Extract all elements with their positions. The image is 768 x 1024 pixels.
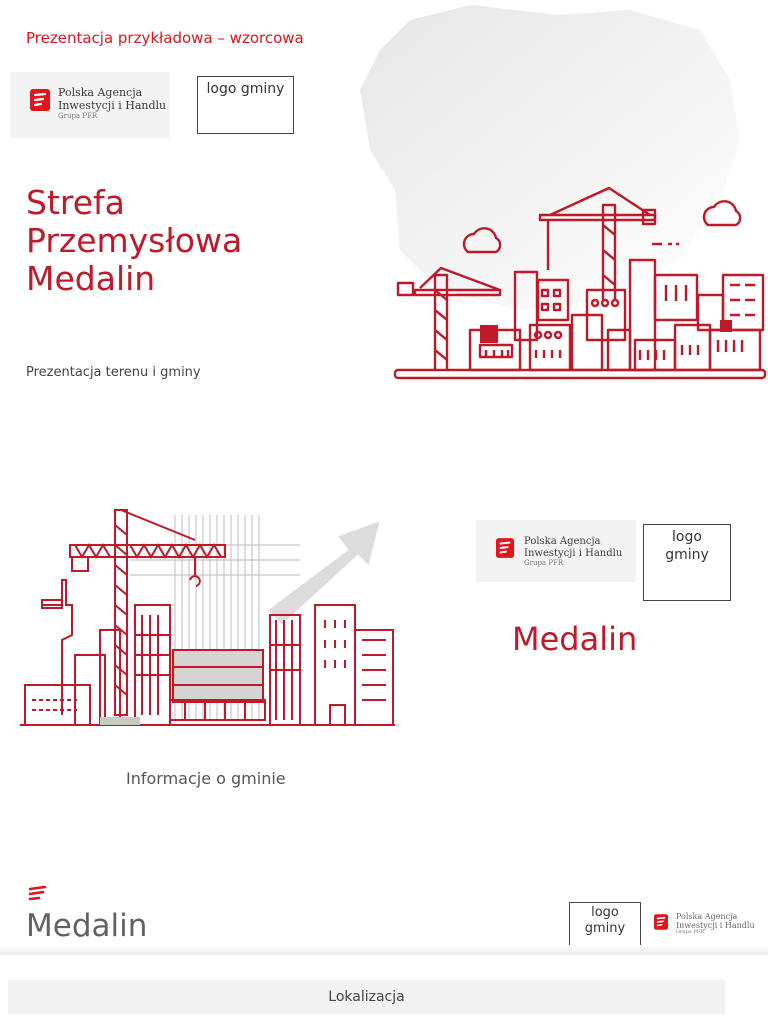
logo-placeholder-line-1: logo [591,905,619,920]
paih-emblem-icon [28,886,48,902]
section-bar-label: Lokalizacja [328,989,405,1005]
title-line-1: Strefa [26,183,125,222]
paih-logo-slide3 [654,912,764,942]
slide-divider [0,945,768,955]
paih-name [58,87,166,120]
logo-placeholder-line-2: gminy [665,546,709,563]
paih-line-3: Grupa PFR [524,559,564,567]
paih-line-3: Grupa PFR [676,929,704,936]
city-construction-illustration [390,180,768,385]
construction-growth-illustration [20,505,400,730]
logo-placeholder-line-2: gminy [584,921,626,937]
slide1-subtitle: Prezentacja terenu i gminy [26,365,201,380]
slide1-title [26,184,242,298]
section-bar-location [8,980,725,1014]
slide2-title: Medalin [512,620,638,658]
paih-line-2: Inwestycji i Handlu [524,547,623,559]
paih-emblem-icon [654,914,668,930]
paih-logo [10,72,170,138]
paih-logo-slide2 [476,520,636,582]
paih-line-2: Inwestycji i Handlu [676,921,755,931]
paih-line-3: Grupa PFR [58,112,98,121]
paih-line-1: Polska Agencja [676,912,738,921]
paih-line-1: Polska Agencja [524,536,601,547]
paih-emblem-icon [30,89,50,111]
paih-name [524,536,622,567]
title-line-3: Medalin [26,259,156,298]
logo-placeholder-label: logo gminy [206,81,285,97]
paih-emblem-icon [496,538,514,558]
paih-line-1: Polska Agencja [58,86,143,99]
slide2-caption: Informacje o gminie [126,769,286,788]
logo-placeholder-line-1: logo [672,529,702,545]
title-line-2: Przemysłowa [26,221,243,260]
slide3-title: Medalin [26,908,148,944]
municipality-logo-placeholder [197,76,294,134]
presentation-kicker: Prezentacja przykładowa – wzorcowa [26,29,304,47]
paih-name [676,912,755,936]
paih-line-2: Inwestycji i Handlu [58,98,167,112]
municipality-logo-placeholder [643,524,731,601]
